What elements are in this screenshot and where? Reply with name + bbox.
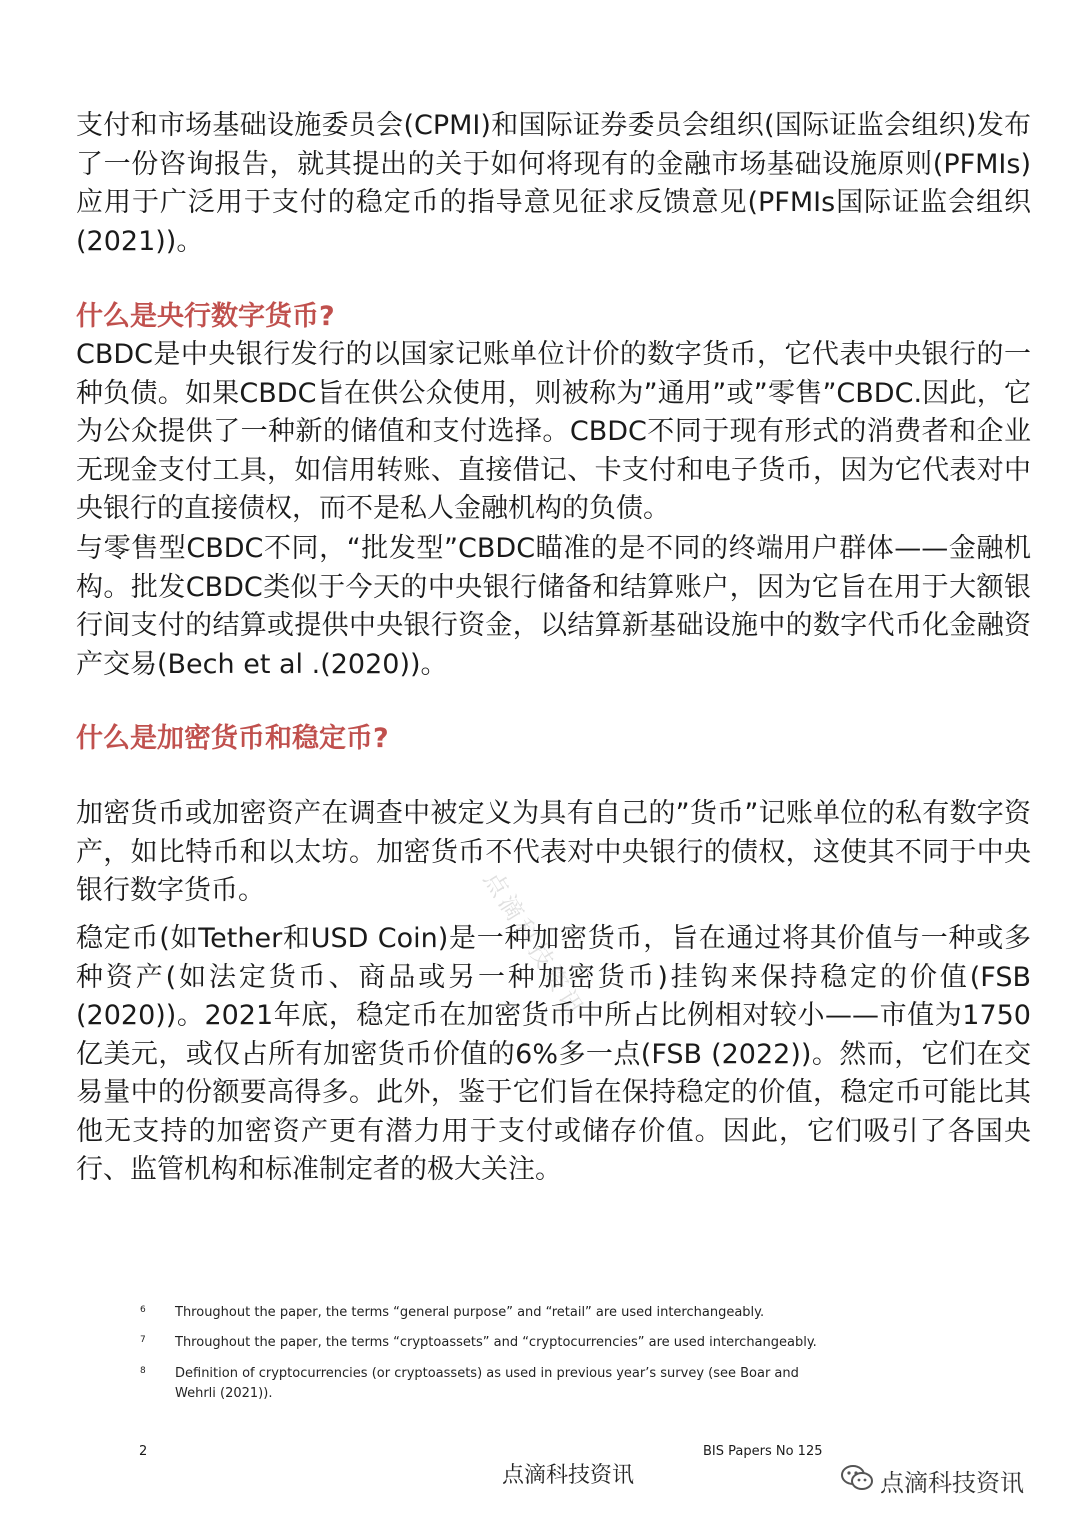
footnote-number: 6 bbox=[140, 1305, 146, 1315]
paragraph-cpmi: 支付和市场基础设施委员会(CPMI)和国际证券委员会组织(国际证监会组织)发布了一份咨询报告，就其提出的关于如何将现有的金融市场基础设施原则(PFMIs)应用于广泛用于支付的稳定币的指导意见征求反馈意见(PFMIs国际证监会组织(2021))。 bbox=[76, 110, 1031, 257]
footnote-text: Definition of cryptocurrencies (or cryptoassets) as used in previous year’s survey (see Boar and Wehrli (2021)). bbox=[175, 1366, 799, 1401]
footnote-number: 7 bbox=[140, 1335, 146, 1345]
heading-what-is-crypto: 什么是加密货币和稳定币? bbox=[76, 723, 389, 754]
series-label: BIS Papers No 125 bbox=[703, 1444, 823, 1459]
footnote-number: 8 bbox=[140, 1366, 146, 1376]
paragraph-stablecoin: 稳定币(如Tether和USD Coin)是一种加密货币，旨在通过将其价值与一种或多种资产(如法定货币、商品或另一种加密货币)挂钩来保持稳定的价值(FSB (2020))。2021年底，稳定币在加密货币中所占比例相对较小——市值为1750亿美元，或仅占所有加密货币价值的6%多一点(FSB (2022))。然而，它们在交易量中的份额要高得多。此外，鉴于它们旨在保持稳定的价值，稳定币可能比其他无支持的加密资产更有潜力用于支付或储存价值。因此，它们吸引了各国央行、监管机构和标准制定者的极大关注。 bbox=[76, 923, 1031, 1185]
wechat-account[interactable] bbox=[840, 1463, 1024, 1498]
heading-what-is-cbdc: 什么是央行数字货币? bbox=[76, 301, 335, 332]
footnote-text: Throughout the paper, the terms “general purpose” and “retail” are used interchangeably. bbox=[175, 1305, 765, 1320]
page-number: 2 bbox=[139, 1444, 148, 1459]
source-caption: 点滴科技资讯 bbox=[502, 1463, 635, 1488]
watermark-text: 点滴科技资讯 bbox=[478, 866, 591, 1024]
wechat-icon bbox=[840, 1464, 874, 1498]
paragraph-crypto-definition: 加密货币或加密资产在调查中被定义为具有自己的”货币”记账单位的私有数字资产，如比特币和以太坊。加密货币不代表对中央银行的债权，这使其不同于中央银行数字货币。 bbox=[76, 798, 1031, 906]
paragraph-cbdc-definition: CBDC是中央银行发行的以国家记账单位计价的数字货币，它代表中央银行的一种负债。如果CBDC旨在供公众使用，则被称为”通用”或”零售”CBDC.因此，它为公众提供了一种新的储值和支付选择。CBDC不同于现有形式的消费者和企业无现金支付工具，如信用转账、直接借记、卡支付和电子货币，因为它代表对中央银行的直接债权，而不是私人金融机构的负债。 bbox=[76, 339, 1031, 524]
footnote-text: Throughout the paper, the terms “cryptoassets” and “cryptocurrencies” are used interchangeably. bbox=[175, 1335, 817, 1350]
paragraph-wholesale-cbdc: 与零售型CBDC不同，“批发型”CBDC瞄准的是不同的终端用户群体——金融机构。批发CBDC类似于今天的中央银行储备和结算账户，因为它旨在用于大额银行间支付的结算或提供中央银行资金，以结算新基础设施中的数字代币化金融资产交易(Bech et al .(2020))。 bbox=[76, 533, 1031, 680]
wechat-account-name: 点滴科技资讯 bbox=[880, 1469, 1024, 1497]
